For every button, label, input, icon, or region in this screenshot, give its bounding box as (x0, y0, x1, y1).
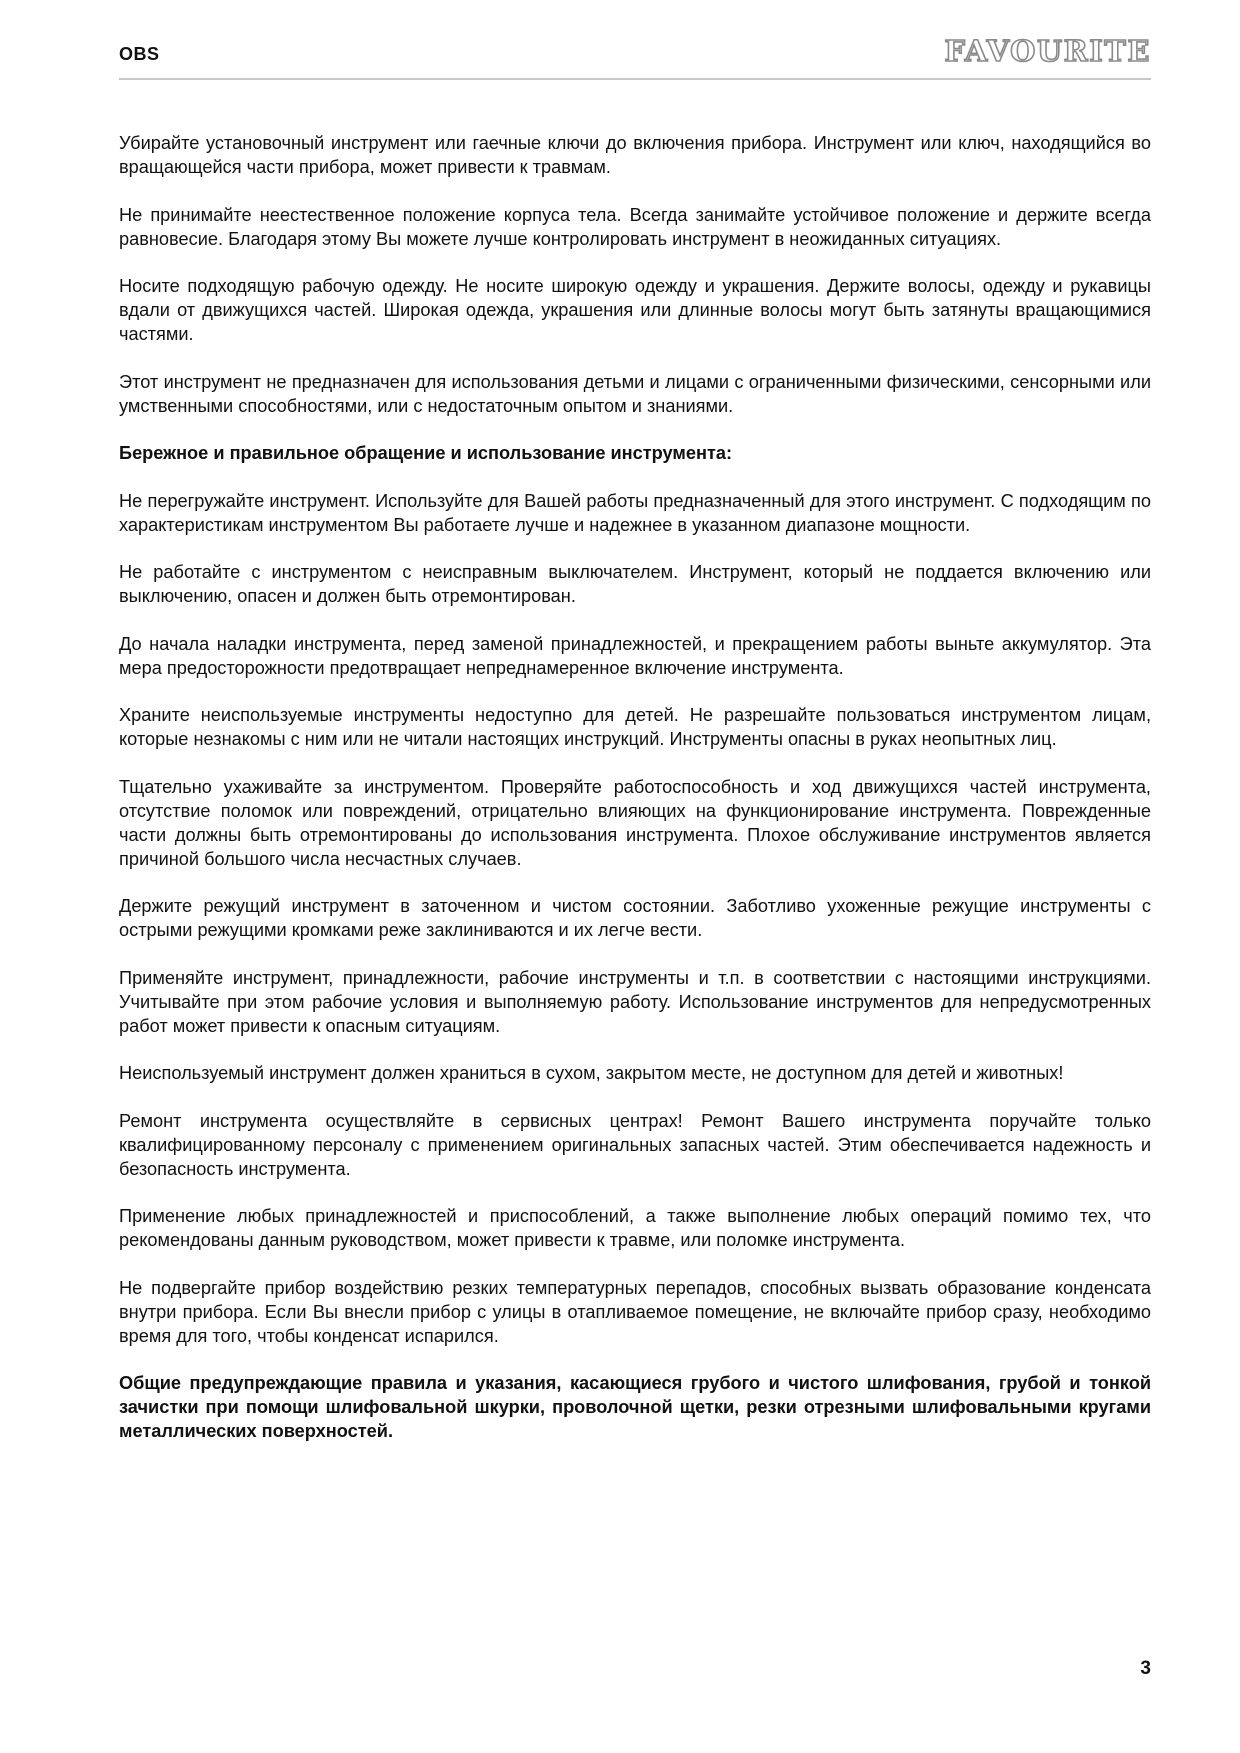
paragraph-faulty-switch: Не работайте с инструментом с неисправным выключателем. Инструмент, который не поддается включению или выключению, опасен и должен быть отремонтирован. (119, 562, 1151, 606)
paragraph-accessories: Применение любых принадлежностей и приспособлений, а также выполнение любых операций помимо тех, что рекомендованы данным руководством, может привести к травме, или поломке инструмента. (119, 1206, 1151, 1250)
brand-logo: FAVOURITE (944, 34, 1151, 68)
paragraph-sharp-tools: Держите режущий инструмент в заточенном и чистом состоянии. Заботливо ухоженные режущие инструменты с острыми режущими кромками реже заклиниваются и их легче вести. (119, 896, 1151, 940)
paragraph-service-centers: Ремонт инструмента осуществляйте в сервисных центрах! Ремонт Вашего инструмента поручайте только квалифицированному персоналу с применением оригинальных запасных частей. Этим обеспечивается надежность и безопасность инструмента. (119, 1110, 1151, 1179)
paragraph-posture: Не принимайте неестественное положение корпуса тела. Всегда занимайте устойчивое положение и держите всегда равновесие. Благодаря этому Вы можете лучше контролировать инструмент в неожиданных ситуациях. (119, 204, 1151, 249)
page-number: 3 (1140, 1658, 1151, 1679)
section-heading-grinding-rules: Общие предупреждающие правила и указания, касающиеся грубого и чистого шлифования, грубой и тонкой зачистки при помощи шлифовальной шкурки, проволочной щетки, резки отрезными шлифовальными кругами металлических поверхностей. (119, 1373, 1151, 1441)
paragraph-use-per-instructions: Применяйте инструмент, принадлежности, рабочие инструменты и т.п. в соответствии с настоящими инструкциями. Учитывайте при этом рабочие условия и выполняемую работу. Использование инструментов для непредусмотренных работ может привести к опасным ситуациям. (119, 967, 1151, 1036)
paragraph-dry-storage: Неиспользуемый инструмент должен храниться в сухом, закрытом месте, не доступном для детей и животных! (119, 1063, 1064, 1083)
page-header (119, 34, 1151, 78)
paragraph-tool-removal: Убирайте установочный инструмент или гаечные ключи до включения прибора. Инструмент или ключ, находящийся во вращающейся части прибора, может привести к травмам. (119, 133, 1151, 177)
paragraph-overload: Не перегружайте инструмент. Используйте для Вашей работы предназначенный для этого инструмент. С подходящим по характеристикам инструментом Вы работаете лучше и надежнее в указанном диапазоне мощности. (119, 490, 1151, 535)
paragraph-temperature: Не подвергайте прибор воздействию резких температурных перепадов, способных вызвать образование конденсата внутри прибора. Если Вы внесли прибор с улицы в отапливаемое помещение, не включайте прибор сразу, необходимо время для того, чтобы конденсат испарился. (119, 1277, 1151, 1346)
paragraph-children-restriction: Этот инструмент не предназначен для использования детьми и лицами с ограниченными физическими, сенсорными или умственными способностями, или с недостаточным опытом и знаниями. (119, 371, 1151, 416)
paragraph-storage-away-from-children: Храните неиспользуемые инструменты недоступно для детей. Не разрешайте пользоваться инструментом лицам, которые незнакомы с ним или не читали настоящих инструкций. Инструменты опасны в руках неопытных лиц. (119, 705, 1151, 749)
paragraph-maintenance: Тщательно ухаживайте за инструментом. Проверяйте работоспособность и ход движущихся частей инструмента, отсутствие поломок или повреждений, отрицательно влияющих на функционирование инструмента. Поврежденные части должны быть отремонтированы до использования инструмента. Плохое обслуживание инструментов является причиной большого числа несчастных случаев. (119, 776, 1151, 869)
header-divider (119, 78, 1151, 80)
section-heading-careful-use: Бережное и правильное обращение и использование инструмента: (119, 443, 733, 463)
page-body (119, 131, 1151, 1467)
paragraph-remove-battery: До начала наладки инструмента, перед заменой принадлежностей, и прекращением работы выньте аккумулятор. Эта мера предосторожности предотвращает непреднамеренное включение инструмента. (119, 633, 1151, 678)
paragraph-clothing: Носите подходящую рабочую одежду. Не носите широкую одежду и украшения. Держите волосы, одежду и рукавицы вдали от движущихся частей. Широкая одежда, украшения или длинные волосы могут быть затянуты вращающимися частями. (119, 276, 1151, 344)
model-code: OBS (119, 44, 160, 64)
